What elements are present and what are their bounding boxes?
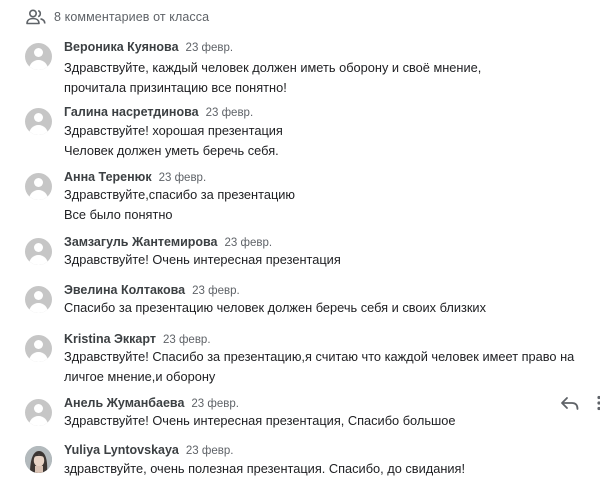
comment-text: Здравствуйте! Очень интересная презентация, Спасибо большое — [64, 413, 456, 428]
people-icon — [26, 9, 46, 25]
comment-text: здравствуйте, очень полезная презентация. Спасибо, до свидания! — [64, 461, 466, 476]
comment-meta — [64, 170, 206, 184]
comment-text: Здравствуйте, каждый человек должен иметь оборону и своё мнение, прочитала призинтацию все понятно! — [64, 60, 482, 95]
comment-author: Замзагуль Жантемирова — [64, 235, 218, 249]
comment-author: Вероника Куянова — [64, 40, 179, 54]
comment-date: 23 февр. — [162, 334, 211, 346]
comment-meta — [64, 105, 253, 119]
avatar[interactable] — [25, 286, 52, 313]
reply-icon[interactable] — [560, 395, 580, 411]
comment-date: 23 февр. — [191, 398, 239, 410]
comment-date: 23 февр. — [185, 42, 234, 54]
comment-author: Kristina Эккарт — [64, 332, 156, 346]
comment-meta — [64, 235, 272, 249]
comment-meta — [64, 443, 233, 457]
comment-date: 23 февр. — [158, 172, 207, 184]
comment-author: Галина насретдинова — [64, 105, 199, 119]
comment-meta — [64, 40, 233, 54]
avatar[interactable] — [25, 108, 52, 135]
comment-text: Здравствуйте! Очень интересная презентация — [64, 252, 341, 267]
comment-text: Здравствуйте! Спасибо за презентацию,я считаю что каждой человек имеет право на личгое мнение,и оборону — [64, 349, 575, 384]
avatar[interactable] — [25, 446, 52, 473]
comment-author: Анель Жуманбаева — [64, 396, 185, 410]
comments-count-label: 8 комментариев от класса — [54, 10, 210, 24]
comment-author: Yuliya Lyntovskaya — [64, 443, 179, 457]
comment-date: 23 февр. — [185, 445, 234, 457]
comment-date: 23 февр. — [224, 237, 273, 249]
avatar[interactable] — [25, 238, 52, 265]
avatar[interactable] — [25, 173, 52, 200]
comment-meta — [64, 396, 239, 410]
comment-date: 23 февр. — [205, 107, 254, 119]
comments-header — [26, 8, 209, 26]
comment-text: Спасибо за презентацию человек должен беречь себя и своих близких — [64, 300, 486, 315]
avatar[interactable] — [25, 335, 52, 362]
avatar[interactable] — [25, 399, 52, 426]
comment-actions — [560, 395, 600, 411]
comment-text: Здравствуйте! хорошая презентация Человек должен уметь беречь себя. — [64, 123, 283, 158]
comment-author: Эвелина Колтакова — [64, 283, 186, 297]
comment-author: Анна Теренюк — [64, 170, 152, 184]
comment-date: 23 февр. — [192, 285, 240, 297]
comment-text: Здравствуйте,спасибо за презентацию Все было понятно — [64, 187, 296, 222]
comment-meta — [64, 283, 240, 297]
avatar[interactable] — [25, 43, 52, 70]
comment-meta — [64, 332, 211, 346]
more-vert-icon[interactable] — [596, 395, 600, 411]
